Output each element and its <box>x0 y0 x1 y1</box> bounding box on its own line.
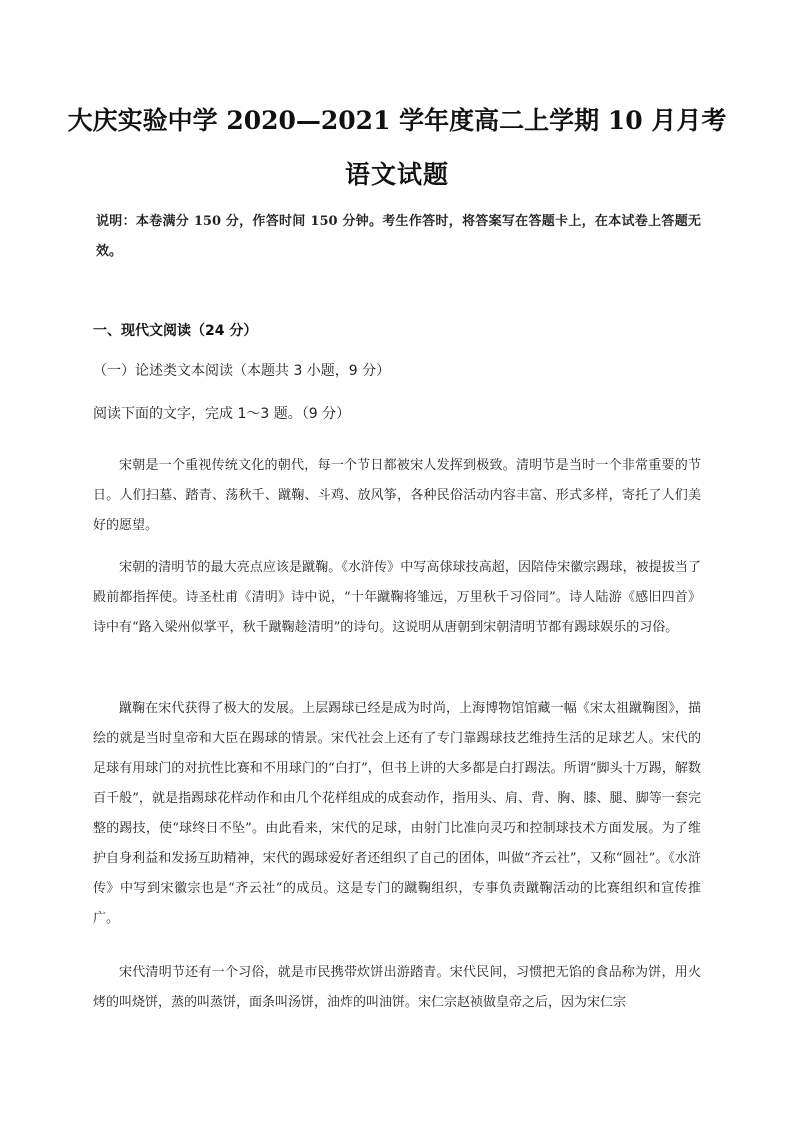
subsection-heading: （一）论述类文本阅读（本题共 3 小题，9 分） <box>93 363 391 379</box>
reading-instruction: 阅读下面的文字，完成 1～3 题。（9 分） <box>93 406 351 422</box>
passage-paragraph: 宋朝的清明节的最大亮点应该是蹴鞠。《水浒传》中写高俅球技高超，因陪侍宋徽宗踢球，被提拔当了殿前都指挥使。诗圣杜甫《清明》诗中说，“十年蹴鞠将雏远，万里秋千习俗同”。诗人陆游《感旧四首》诗中有“路入梁州似掌平，秋千蹴鞠趁清明”的诗句。这说明从唐朝到宋朝清明节都有踢球娱乐的习俗。 <box>93 560 701 635</box>
passage-paragraph: 宋朝是一个重视传统文化的朝代，每一个节日都被宋人发挥到极致。清明节是当时一个非常重要的节日。人们扫墓、踏青、荡秋千、蹴鞠、斗鸡、放风筝，各种民俗活动内容丰富、形式多样，寄托了人们美好的愿望。 <box>93 458 701 533</box>
exam-subject-title: 语文试题 <box>344 160 449 189</box>
exam-instructions-note: 说明：本卷满分 150 分，作答时间 150 分钟。考生作答时，将答案写在答题卡上，在本试卷上答题无效。 <box>96 214 701 259</box>
passage-paragraph: 宋代清明节还有一个习俗，就是市民携带炊饼出游踏青。宋代民间，习惯把无馅的食品称为饼，用火烤的叫烧饼，蒸的叫蒸饼，面条叫汤饼，油炸的叫油饼。宋仁宗赵祯做皇帝之后，因为宋仁宗 <box>93 965 701 1010</box>
passage-paragraph: 蹴鞠在宋代获得了极大的发展。上层踢球已经是成为时尚，上海博物馆馆藏一幅《宋太祖蹴鞠图》，描绘的就是当时皇帝和大臣在踢球的情景。宋代社会上还有了专门靠踢球技艺维持生活的足球艺人。宋代的足球有用球门的对抗性比赛和不用球门的“白打”，但书上讲的大多都是白打踢法。所谓“脚头十万踢，解数百千般”，就是指踢球花样动作和由几个花样组成的成套动作，指用头、肩、背、胸、膝、腿、脚等一套完整的踢技，使“球终日不坠”。由此看来，宋代的足球，由射门比准向灵巧和控制球技术方面发展。为了维护自身利益和发扬互助精神，宋代的踢球爱好者还组织了自己的团体，叫做“齐云社”，又称“圆社”。《水浒传》中写到宋徽宗也是“齐云社”的成员。这是专门的蹴鞠组织，专事负责蹴鞠活动的比赛组织和宣传推广。 <box>93 701 701 926</box>
exam-title: 大庆实验中学 2020—2021 学年度高二上学期 10 月月考 <box>67 106 727 135</box>
section-heading: 一、现代文阅读（24 分） <box>93 323 258 339</box>
